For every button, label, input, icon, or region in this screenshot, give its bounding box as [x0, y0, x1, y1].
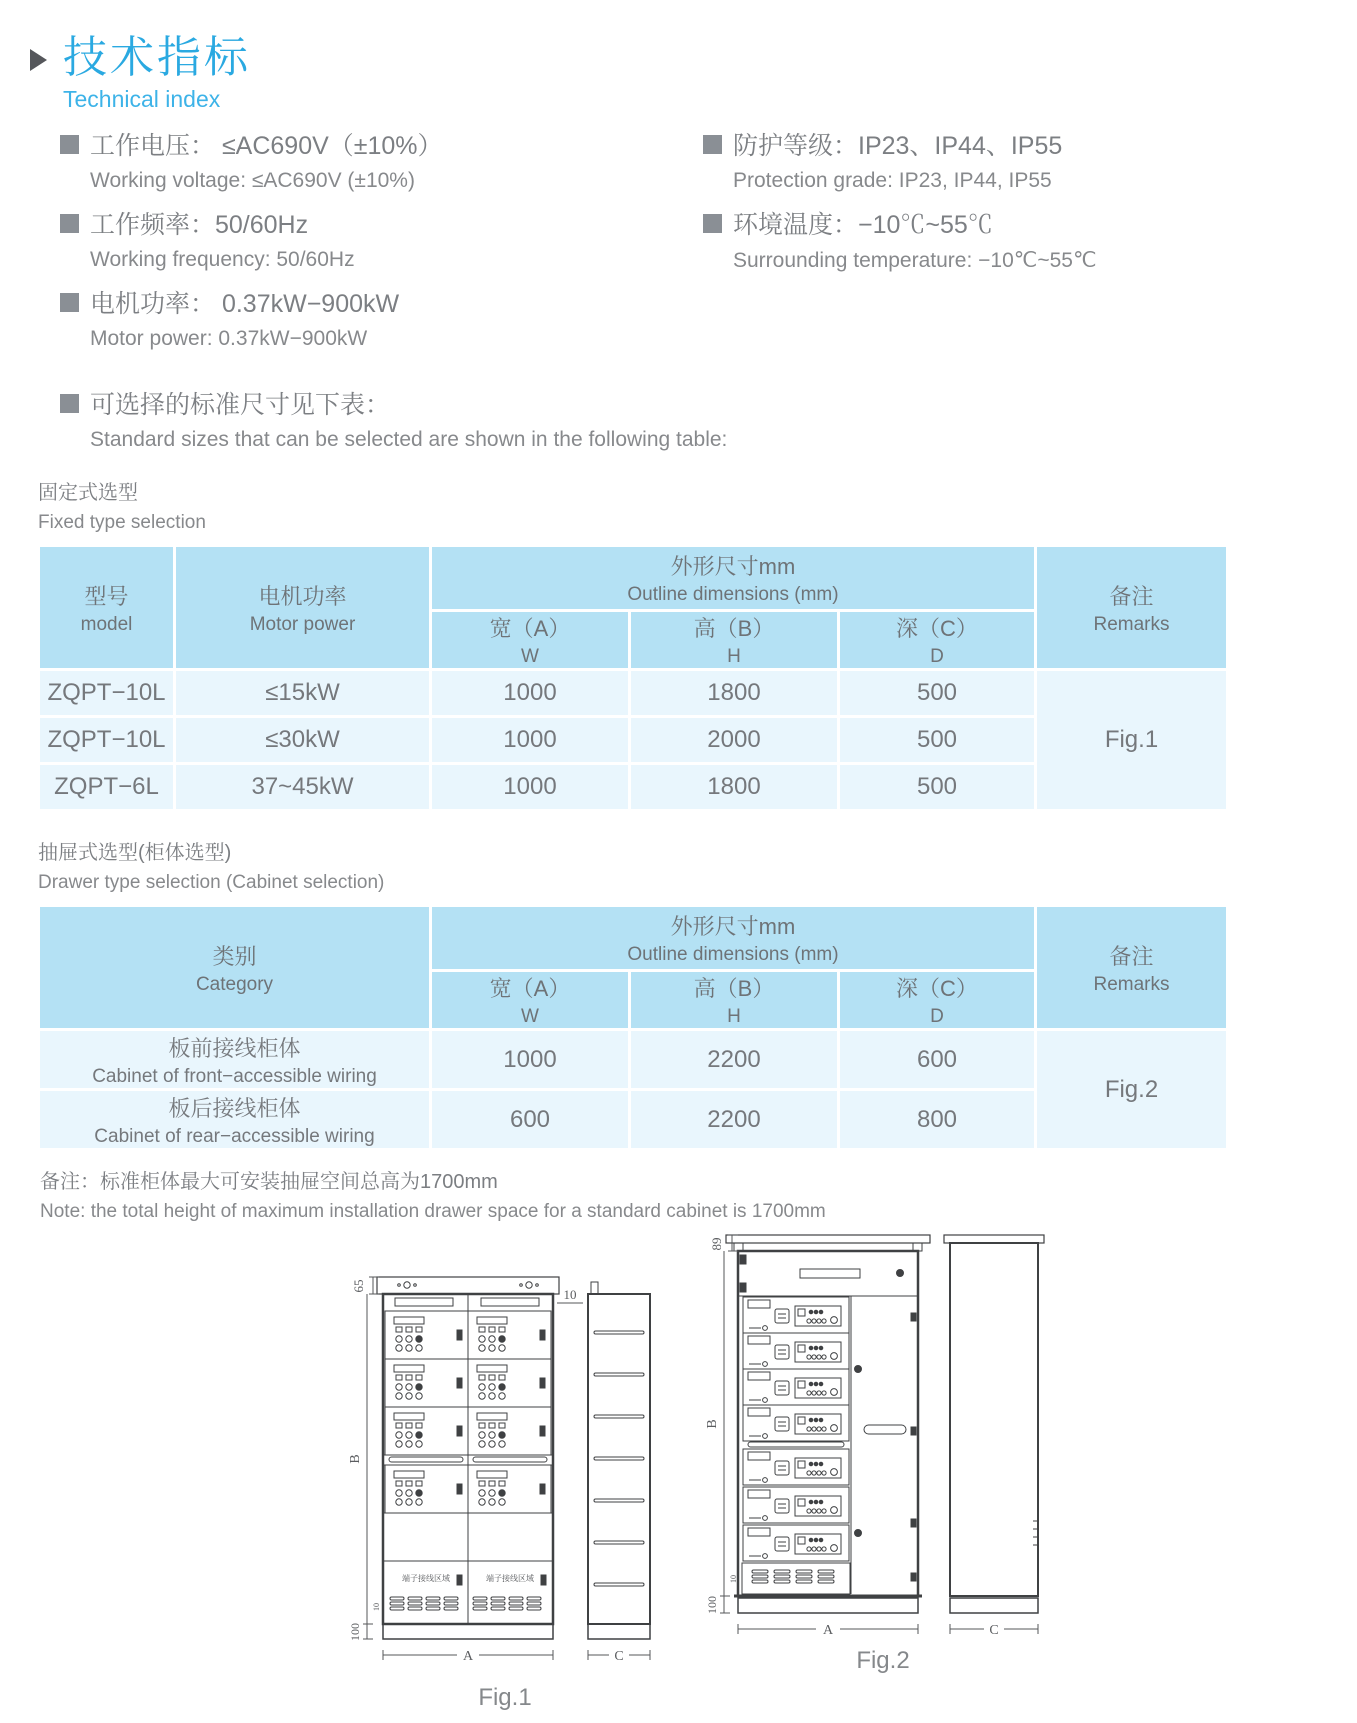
fig1-dim-vent: 10 — [372, 1603, 381, 1611]
header-depth: 深（C） D — [840, 972, 1034, 1028]
footnote-zh: 备注：标准柜体最大可安装抽屉空间总高为1700mm — [40, 1171, 498, 1193]
header-remarks: 备注 Remarks — [1037, 547, 1226, 668]
spec-zh-text: 工作电压： ≤AC690V（±10%） — [90, 132, 443, 160]
cell-model: ZQPT−10L — [40, 671, 173, 715]
bullet-square-icon — [60, 293, 79, 312]
cell-height: 2200 — [631, 1091, 837, 1148]
cell-power: 37~45kW — [176, 765, 429, 809]
section-label-zh: 抽屉式选型(柜体选型) — [38, 842, 232, 864]
fig1-dim-width: A — [462, 1649, 474, 1664]
section-label-drawer — [38, 836, 1357, 894]
fig1-dim-cap: 65 — [351, 1279, 366, 1293]
spec-column-left — [60, 126, 703, 363]
cell-category: 板后接线柜体 Cabinet of rear−accessible wiring — [40, 1091, 429, 1148]
spec-zh-text: 环境温度：−10℃~55℃ — [733, 211, 993, 239]
spec-en-text: Surrounding temperature: −10℃~55℃ — [733, 249, 1097, 272]
cell-width: 1000 — [432, 765, 628, 809]
fig2-dim-top: 89 — [709, 1237, 724, 1251]
spec-zh-text: 电机功率： 0.37kW−900kW — [90, 290, 400, 318]
title-block — [30, 34, 251, 113]
fig2-dim-vent: 10 — [729, 1575, 738, 1583]
fig1-terminal-label: 端子接线区域 — [402, 1574, 450, 1583]
bullet-square-icon — [703, 214, 722, 233]
section-label-en: Fixed type selection — [38, 512, 206, 533]
cell-width: 1000 — [432, 718, 628, 762]
table-row — [40, 671, 1226, 715]
header-width: 宽（A） W — [432, 972, 628, 1028]
bullet-square-icon — [60, 214, 79, 233]
cell-height: 1800 — [631, 671, 837, 715]
cell-power: ≤15kW — [176, 671, 429, 715]
cell-depth: 500 — [840, 718, 1034, 762]
drawer-selection-table — [37, 904, 1229, 1151]
header-remarks: 备注 Remarks — [1037, 907, 1226, 1028]
fig2-dim-height: B — [705, 1419, 720, 1429]
bullet-square-icon — [60, 394, 79, 413]
header-height: 高（B） H — [631, 612, 837, 668]
spec-standard-sizes — [60, 385, 1357, 452]
header-outline-dimensions: 外形尺寸mm Outline dimensions (mm) — [432, 907, 1034, 969]
fig2-caption: Fig.2 — [856, 1647, 910, 1674]
cell-depth: 500 — [840, 765, 1034, 809]
fig1-dim-height: B — [348, 1454, 363, 1464]
fixed-selection-table — [37, 544, 1229, 812]
spec-surrounding-temperature — [703, 205, 1357, 273]
spec-en-text: Standard sizes that can be selected are shown in the following table: — [90, 428, 728, 451]
header-width: 宽（A） W — [432, 612, 628, 668]
cell-depth: 800 — [840, 1091, 1034, 1148]
page-subtitle: Technical index — [63, 86, 221, 112]
main-content — [0, 126, 1357, 1717]
header-outline-dimensions: 外形尺寸mm Outline dimensions (mm) — [432, 547, 1034, 609]
figure-fig1 — [333, 1253, 683, 1723]
section-arrow-icon — [30, 49, 47, 71]
header-depth: 深（C） D — [840, 612, 1034, 668]
header-height: 高（B） H — [631, 972, 837, 1028]
spec-en-text: Working frequency: 50/60Hz — [90, 248, 355, 271]
cell-depth: 500 — [840, 671, 1034, 715]
section-label-zh: 固定式选型 — [38, 482, 138, 504]
section-label-fixed — [38, 476, 1357, 534]
spec-en-text: Motor power: 0.37kW−900kW — [90, 327, 368, 350]
fig2-dim-base: 100 — [705, 1596, 719, 1614]
fig2-dim-depth: C — [989, 1623, 999, 1638]
header-model: 型号 model — [40, 547, 173, 668]
section-label-en: Drawer type selection (Cabinet selection) — [38, 872, 385, 893]
footnote-en: Note: the total height of maximum installation drawer space for a standard cabinet is 1700mm — [40, 1201, 826, 1222]
cell-width: 1000 — [432, 671, 628, 715]
bullet-square-icon — [703, 135, 722, 154]
cell-height: 1800 — [631, 765, 837, 809]
cell-power: ≤30kW — [176, 718, 429, 762]
spec-zh-text: 工作频率：50/60Hz — [90, 211, 309, 239]
fig1-caption: Fig.1 — [478, 1684, 532, 1711]
fig1-dim-base: 100 — [348, 1623, 362, 1641]
cell-height: 2000 — [631, 718, 837, 762]
cell-width: 1000 — [432, 1031, 628, 1088]
spec-zh-text: 防护等级：IP23、IP44、IP55 — [733, 132, 1063, 160]
cell-width: 600 — [432, 1091, 628, 1148]
spec-column-right — [703, 126, 1357, 363]
cell-model: ZQPT−6L — [40, 765, 173, 809]
fig1-dim-gap: 10 — [563, 1287, 577, 1302]
bullet-square-icon — [60, 135, 79, 154]
fig1-terminal-label: 端子接线区域 — [486, 1574, 534, 1583]
cell-remarks: Fig.1 — [1037, 671, 1226, 809]
header-category: 类别 Category — [40, 907, 429, 1028]
spec-en-text: Protection grade: IP23, IP44, IP55 — [733, 169, 1052, 192]
fig2-side-view — [944, 1235, 1044, 1613]
figures-section — [0, 1227, 1357, 1717]
table-row — [40, 1031, 1226, 1088]
cell-model: ZQPT−10L — [40, 718, 173, 762]
fig2-dim-width: A — [822, 1623, 834, 1638]
fig1-side-view — [588, 1282, 650, 1639]
fig1-front-view — [377, 1277, 559, 1639]
footnote — [40, 1165, 1357, 1223]
figure-fig2 — [688, 1221, 1058, 1691]
header-motor-power: 电机功率 Motor power — [176, 547, 429, 668]
spec-list — [60, 126, 1357, 363]
fig2-front-view — [726, 1235, 930, 1613]
spec-en-text: Working voltage: ≤AC690V (±10%) — [90, 169, 415, 192]
spec-zh-text: 可选择的标准尺寸见下表： — [90, 391, 391, 419]
cell-depth: 600 — [840, 1031, 1034, 1088]
spec-motor-power — [60, 284, 703, 351]
page-title: 技术指标 — [63, 33, 251, 82]
cell-height: 2200 — [631, 1031, 837, 1088]
spec-working-voltage — [60, 126, 703, 193]
spec-protection-grade — [703, 126, 1357, 193]
spec-working-frequency — [60, 205, 703, 272]
fig1-dim-depth: C — [614, 1649, 624, 1664]
cell-remarks: Fig.2 — [1037, 1031, 1226, 1148]
cell-category: 板前接线柜体 Cabinet of front−accessible wiring — [40, 1031, 429, 1088]
